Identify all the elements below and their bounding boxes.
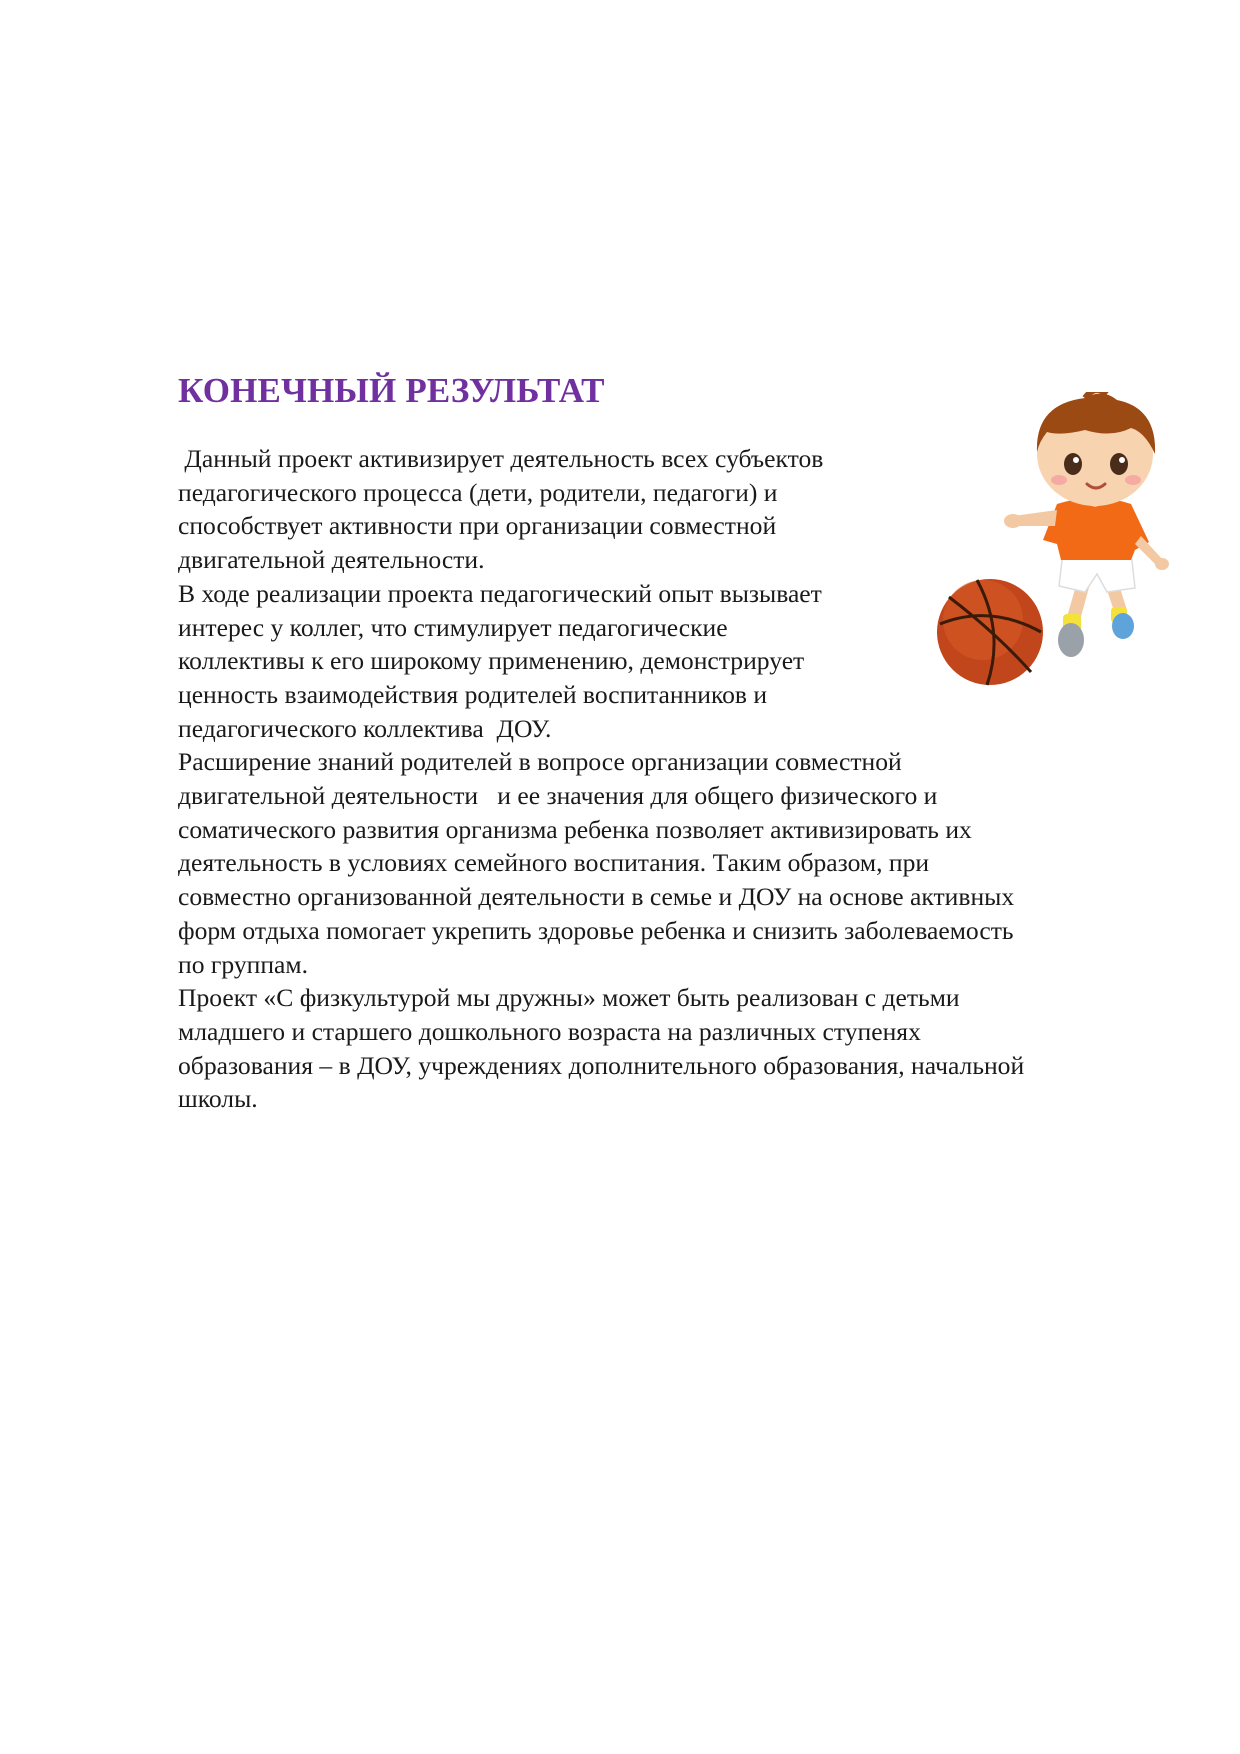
- text-line: деятельность в условиях семейного воспитания. Таким образом, при: [178, 848, 930, 878]
- text-line: способствует активности при организации совместной: [178, 511, 777, 541]
- text-line: коллективы к его широкому применению, демонстрирует: [178, 646, 805, 676]
- text-line: по группам.: [178, 949, 308, 979]
- text-line: В ходе реализации проекта педагогический опыт вызывает: [178, 578, 822, 608]
- boy-with-basketball-icon: [935, 392, 1175, 692]
- text-line: форм отдыха помогает укрепить здоровье ребенка и снизить заболеваемость: [178, 915, 1014, 945]
- text-line: интерес у коллег, что стимулирует педагогические: [178, 612, 728, 642]
- text-line: педагогического коллектива ДОУ.: [178, 713, 552, 743]
- text-line: образования – в ДОУ, учреждениях дополнительного образования, начальной: [178, 1050, 1025, 1080]
- text-line: Проект «С физкультурой мы дружны» может быть реализован с детьми: [178, 983, 960, 1013]
- basketball-icon: [937, 579, 1043, 685]
- text-line: ценность взаимодействия родителей воспитанников и: [178, 679, 768, 709]
- text-line: младшего и старшего дошкольного возраста на различных ступенях: [178, 1016, 921, 1046]
- page-title: КОНЕЧНЫЙ РЕЗУЛЬТАТ: [178, 371, 605, 410]
- text-line: Данный проект активизирует деятельность всех субъектов: [178, 444, 824, 473]
- text-line: школы.: [178, 1084, 258, 1114]
- text-line: совместно организованной деятельности в семье и ДОУ на основе активных: [178, 882, 1015, 912]
- text-line: двигательной деятельности.: [178, 545, 485, 575]
- text-line: соматического развития организма ребенка позволяет активизировать их: [178, 814, 972, 844]
- text-line: педагогического процесса (дети, родители, педагоги) и: [178, 477, 778, 507]
- text-line: Расширение знаний родителей в вопросе организации совместной: [178, 747, 902, 777]
- text-line: двигательной деятельности и ее значения для общего физического и: [178, 781, 938, 811]
